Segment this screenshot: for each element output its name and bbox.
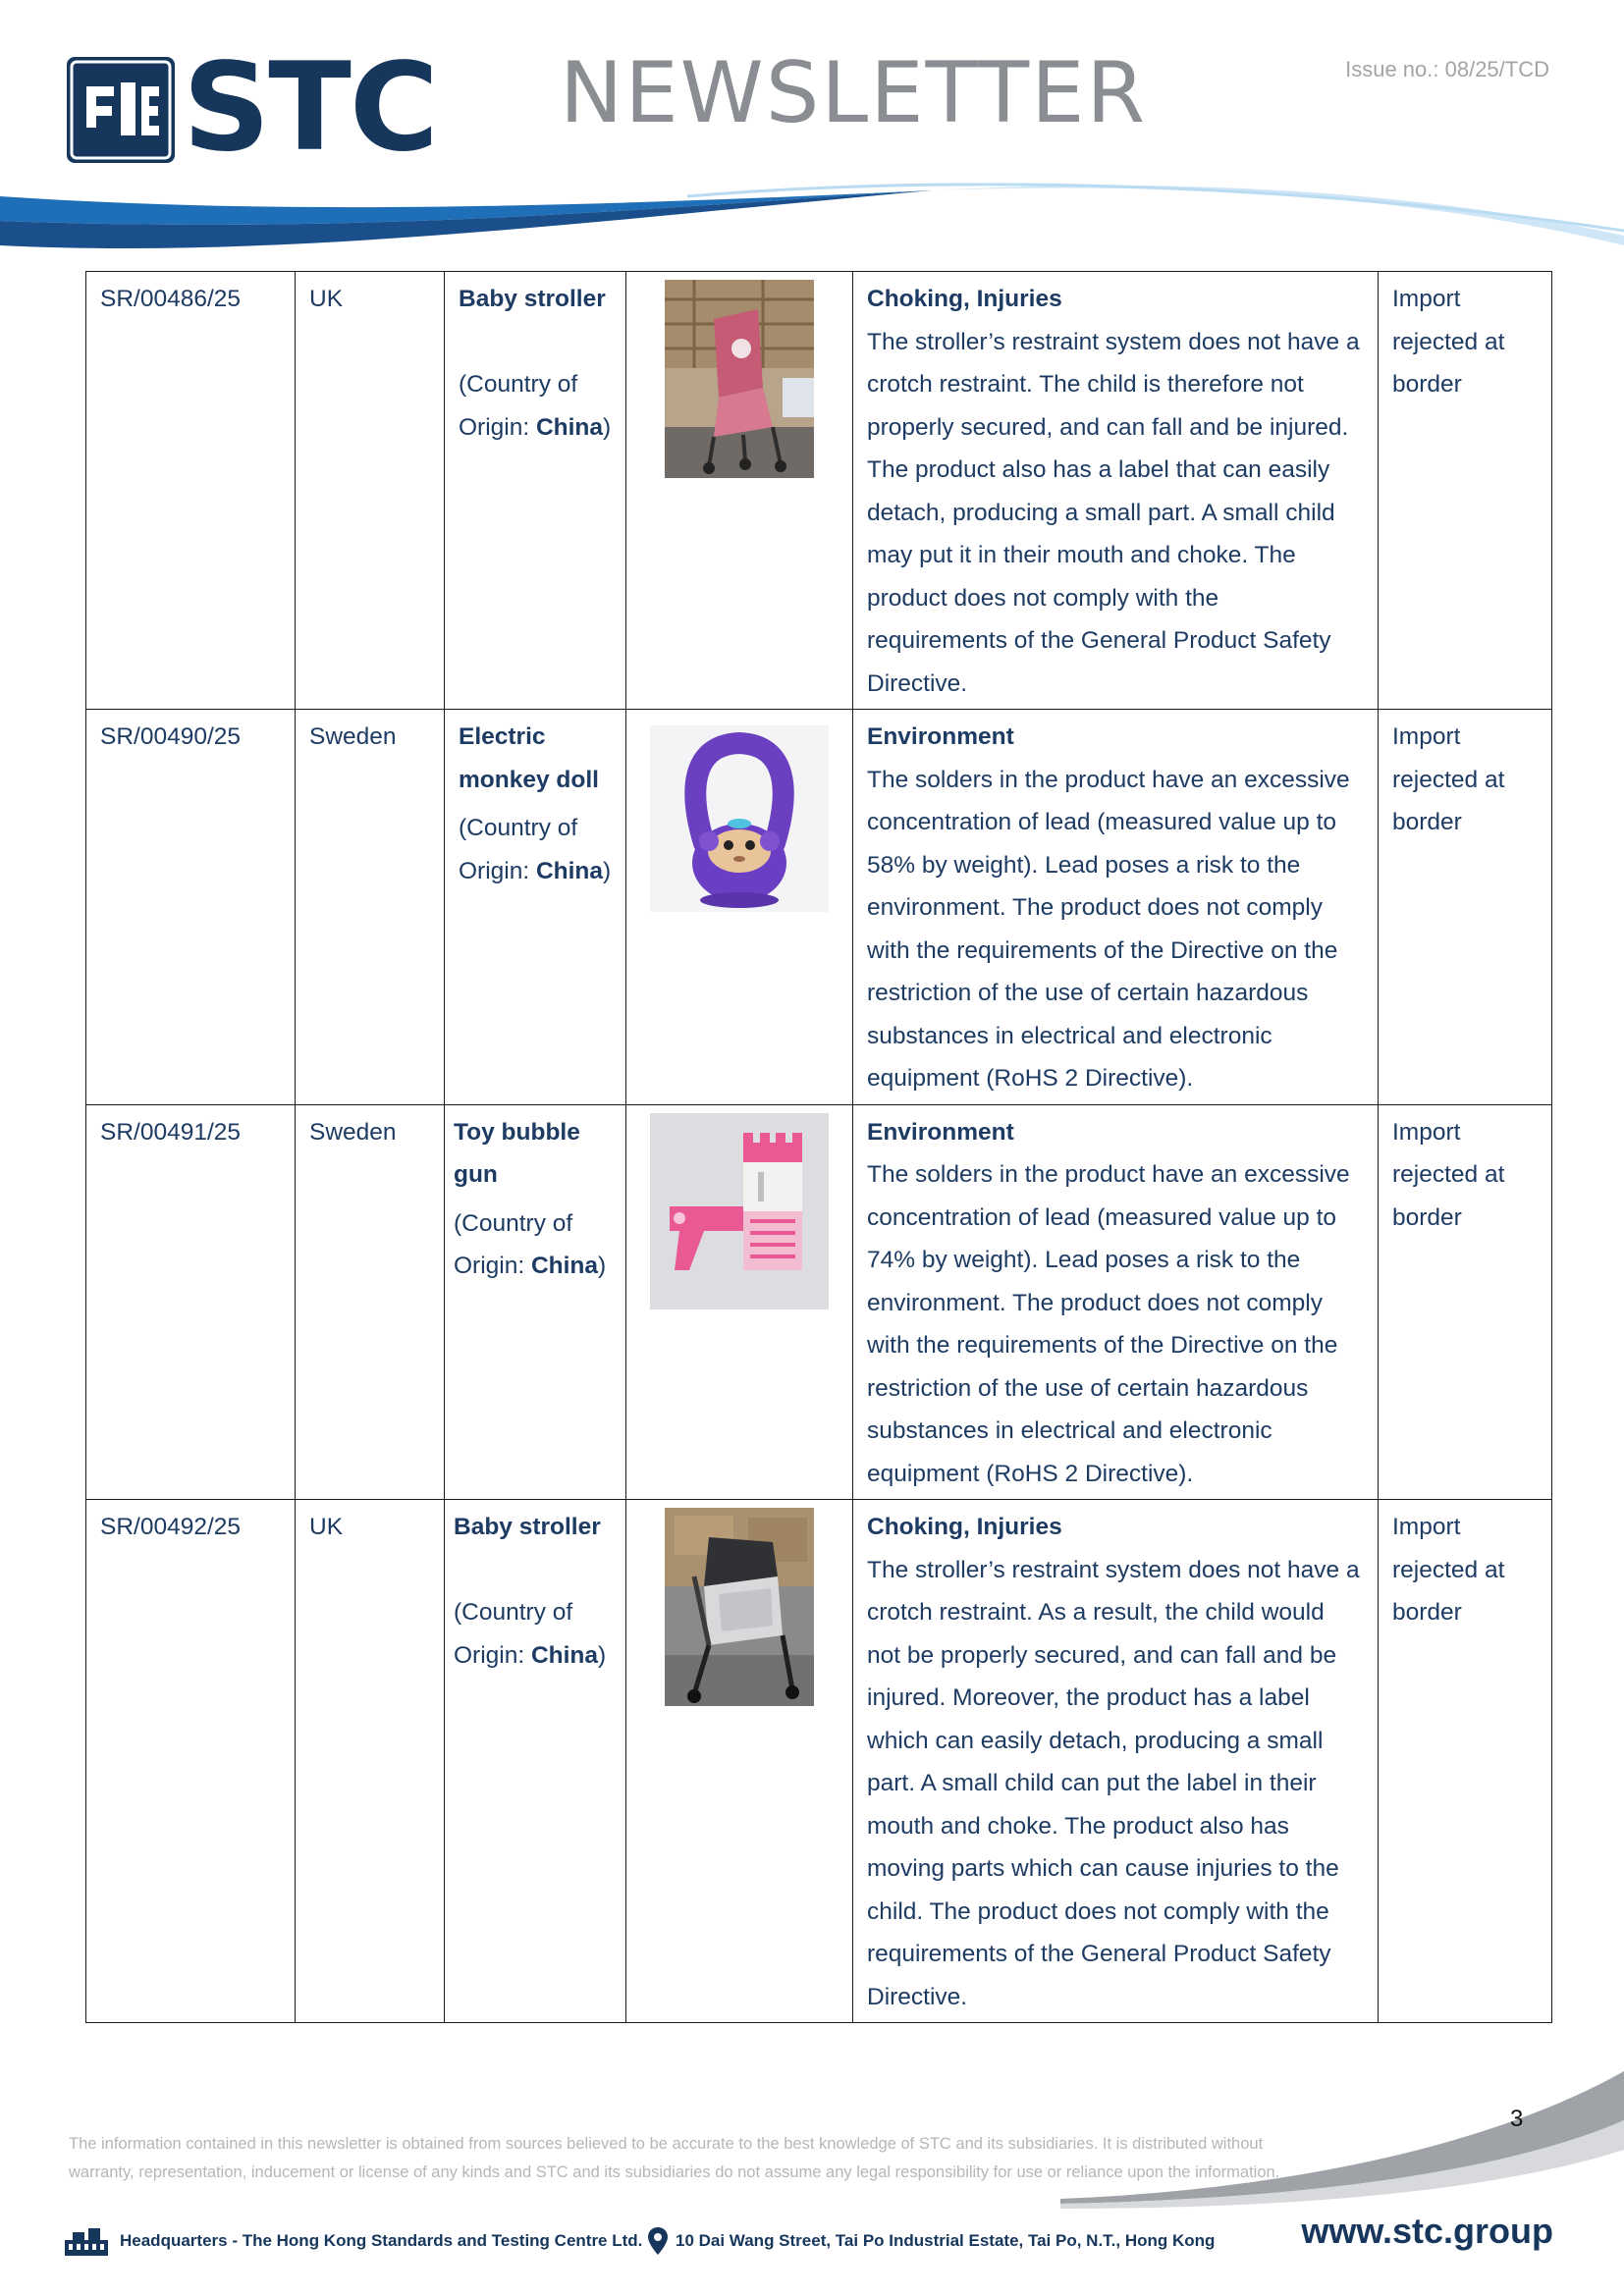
measure-text: Import rejected at border	[1392, 286, 1505, 398]
risk-title: Choking, Injuries	[867, 286, 1062, 312]
table-row	[86, 1500, 1552, 2023]
notifying-country: UK	[309, 286, 344, 312]
measure-text: Import rejected at border	[1392, 1118, 1505, 1231]
risk-cell	[853, 272, 1379, 710]
baby-stroller-pink-photo-icon	[665, 280, 814, 478]
address-line	[648, 2221, 1215, 2261]
reference-number: SR/00492/25	[100, 1514, 242, 1540]
reference-cell	[86, 272, 296, 710]
product-name: Baby stroller	[454, 1514, 601, 1540]
image-cell	[626, 1500, 853, 2023]
image-cell	[626, 710, 853, 1105]
risk-description: The stroller’s restraint system does not have a crotch restraint. The child is therefore not properly secured, and can fall and be injured. The product also has a label that can easily detach, producing a small part. A small child may put it in their mouth and choke. The product does not comply with the requirements of the General Product Safety Directive.	[867, 328, 1360, 697]
stc-logo-text: STC	[183, 37, 437, 179]
baby-stroller-grey-photo-icon	[665, 1508, 814, 1706]
reference-number: SR/00491/25	[100, 1118, 242, 1146]
disclaimer-text: The information contained in this newsletter is obtained from sources believed to be accurate to the best knowledge of STC and its subsidiaries. It is distributed without warranty, representation, inducement or license of any kinds and STC and its subsidiaries do not assume any legal responsibility for use or reliance upon the information.	[69, 2135, 1280, 2181]
reference-cell	[86, 1500, 296, 2023]
product-name: Toy bubble gun	[454, 1118, 580, 1188]
risk-description: The solders in the product have an excessive concentration of lead (measured value up to 74% by weight). Lead poses a risk to the environment. The product does not comply with the requirements of the Directive on the restriction of the use of certain hazardous substances in electrical and electronic equipment (RoHS 2 Directive).	[867, 1161, 1350, 1487]
country-cell	[296, 272, 445, 710]
reference-cell	[86, 710, 296, 1105]
purple-monkey-doll-photo-icon	[650, 725, 829, 912]
recall-table-container	[85, 271, 1551, 2023]
product-name: Baby stroller	[459, 286, 606, 312]
product-cell	[445, 1104, 626, 1500]
recall-table	[85, 271, 1552, 2023]
header-swoosh-decoration	[0, 177, 1624, 265]
origin-suffix: )	[598, 1253, 607, 1279]
product-cell	[445, 710, 626, 1105]
product-cell	[445, 1500, 626, 2023]
newsletter-title: NEWSLETTER	[560, 44, 1148, 142]
risk-cell	[853, 1500, 1379, 2023]
measure-cell	[1379, 1500, 1552, 2023]
image-cell	[626, 272, 853, 710]
product-cell	[445, 272, 626, 710]
origin-country: China	[535, 857, 604, 884]
reference-number: SR/00486/25	[100, 286, 242, 312]
origin-suffix: )	[598, 1641, 607, 1669]
risk-description: The stroller’s restraint system does not have a crotch restraint. As a result, the child would not be properly secured, and can fall and be injured. Moreover, the product has a label which can easily detach, producing a small part. A small child can put the label in their mouth and choke. The product also has moving parts which can cause injuries to the child. The product does not comply with the requirements of the General Product Safety Directive.	[867, 1556, 1360, 2010]
country-cell	[296, 710, 445, 1105]
origin-prefix: (Country of Origin:	[459, 815, 578, 884]
pink-bubble-gun-photo-icon	[650, 1113, 829, 1309]
headquarters-line	[63, 2221, 642, 2261]
table-row	[86, 1104, 1552, 1500]
measure-text: Import rejected at border	[1392, 723, 1505, 835]
risk-description: The solders in the product have an excessive concentration of lead (measured value up to 58% by weight). Lead poses a risk to the environment. The product does not comply with the requirements of the Directive on the restriction of the use of certain hazardous substances in electrical and electronic equipment (RoHS 2 Directive).	[867, 766, 1350, 1092]
origin-country: China	[530, 1641, 599, 1669]
table-row	[86, 710, 1552, 1105]
image-cell	[626, 1104, 853, 1500]
building-icon	[63, 2226, 110, 2256]
website-link[interactable]: www.stc.group	[1301, 2211, 1553, 2251]
reference-cell	[86, 1104, 296, 1500]
risk-title: Environment	[867, 723, 1014, 750]
risk-title: Choking, Injuries	[867, 1514, 1062, 1540]
page-header	[0, 0, 1624, 265]
measure-text: Import rejected at border	[1392, 1514, 1505, 1626]
measure-cell	[1379, 710, 1552, 1105]
risk-cell	[853, 1104, 1379, 1500]
risk-title: Environment	[867, 1118, 1014, 1146]
country-cell	[296, 1104, 445, 1500]
origin-prefix: (Country of Origin:	[454, 1209, 573, 1279]
headquarters-text: Headquarters - The Hong Kong Standards and Testing Centre Ltd.	[120, 2231, 643, 2250]
origin-prefix: (Country of Origin:	[454, 1599, 573, 1669]
country-cell	[296, 1500, 445, 2023]
measure-cell	[1379, 1104, 1552, 1500]
table-row	[86, 272, 1552, 710]
measure-cell	[1379, 272, 1552, 710]
product-name: Electric monkey doll	[459, 723, 599, 793]
address-text: 10 Dai Wang Street, Tai Po Industrial Estate, Tai Po, N.T., Hong Kong	[676, 2231, 1216, 2250]
origin-suffix: )	[603, 857, 612, 884]
risk-cell	[853, 710, 1379, 1105]
page-number: 3	[1510, 2106, 1524, 2132]
reference-number: SR/00490/25	[100, 723, 242, 750]
location-pin-icon	[648, 2227, 668, 2255]
issue-number: Issue no.: 08/25/TCD	[1345, 57, 1549, 81]
notifying-country: Sweden	[309, 1118, 397, 1146]
origin-country: China	[530, 1253, 599, 1279]
notifying-country: Sweden	[309, 723, 397, 750]
stc-logo-mark-icon	[67, 57, 175, 163]
origin-country: China	[535, 413, 604, 441]
origin-prefix: (Country of Origin:	[459, 371, 578, 441]
origin-suffix: )	[603, 413, 612, 441]
notifying-country: UK	[309, 1514, 344, 1540]
